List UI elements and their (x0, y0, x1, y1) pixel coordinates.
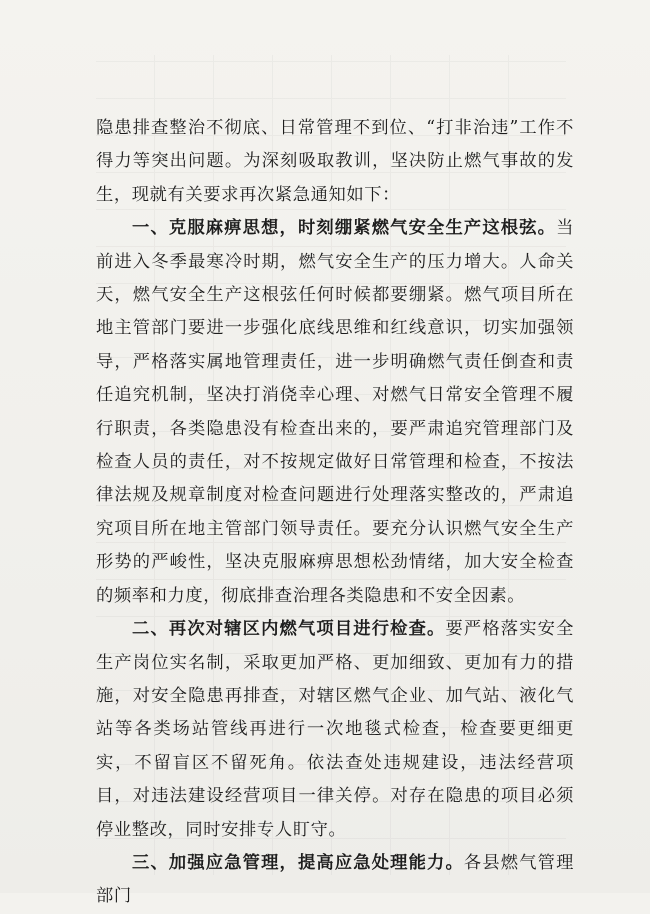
paragraph-section-3 (96, 847, 574, 914)
section-heading: 二、再次对辖区内燃气项目进行检查。 (132, 619, 446, 640)
paragraph-intro (96, 112, 574, 212)
paragraph-text: 要严格落实安全生产岗位实名制，采取更加严格、更加细致、更加有力的措施，对安全隐患再排查，对辖区燃气企业、加气站、液化气站等各类场站管线再进行一次地毯式检查，检查要更细更实，不留盲区不留死角。依法查处违规建设，违法经营项目，对违法建设经营项目一律关停。对存在隐患的项目必须停业整改，同时安排专人盯守。 (96, 619, 575, 840)
paragraph-text: 当前进入冬季最寒冷时期，燃气安全生产的压力增大。人命关天，燃气安全生产这根弦任何时候都要绷紧。燃气项目所在地主管部门要进一步强化底线思维和红线意识，切实加强领导，严格落实属地管理责任，进一步明确燃气责任倒查和责任追究机制，坚决打消侥幸心理、对燃气日常安全管理不履行职责，各类隐患没有检查出来的，要严肃追究管理部门及检查人员的责任，对不按规定做好日常管理和检查，不按法律法规及规章制度对检查问题进行处理落实整改的，严肃追究项目所在地主管部门领导责任。要充分认识燃气安全生产形势的严峻性，坚决克服麻痹思想松劲情绪，加大安全检查的频率和力度，彻底排查治理各类隐患和不安全因素。 (96, 218, 574, 606)
document-body (96, 112, 574, 914)
paragraph-section-2 (96, 613, 574, 847)
section-heading: 三、加强应急管理，提高应急处理能力。 (132, 852, 464, 873)
paragraph-section-1 (96, 212, 574, 613)
paragraph-text: 隐患排查整治不彻底、日常管理不到位、“打非治违”工作不得力等突出问题。为深刻吸取教训，坚决防止燃气事故的发生，现就有关要求再次紧急通知如下： (96, 118, 574, 205)
section-heading: 一、克服麻痹思想，时刻绷紧燃气安全生产这根弦。 (132, 218, 557, 239)
paragraph-text: 各县燃气管理部门 (96, 852, 574, 907)
